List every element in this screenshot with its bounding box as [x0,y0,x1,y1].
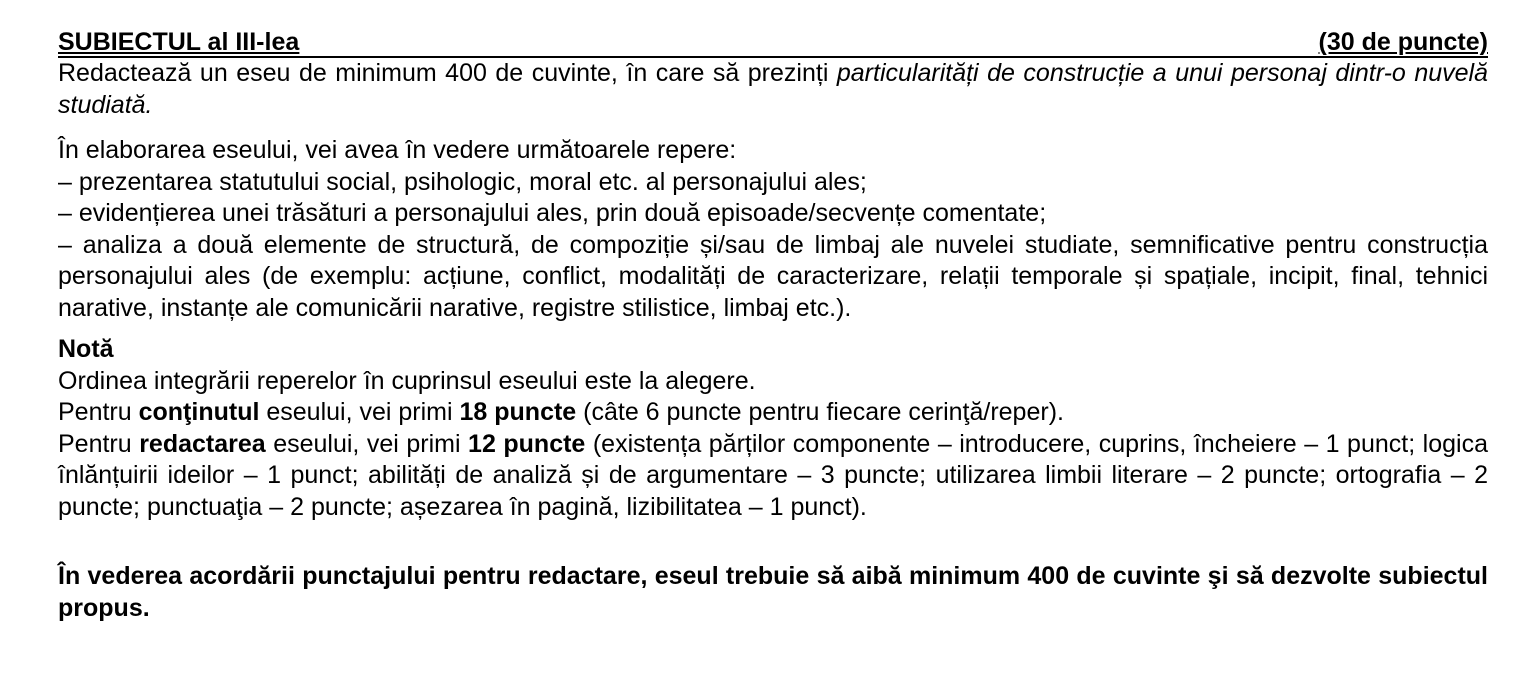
text-run: eseului, vei primi [259,398,460,426]
task-intro: Redactează un eseu de minimum 400 de cuvinte, în care să prezinți [58,59,837,87]
task-statement [58,58,1488,121]
nota-block [58,334,1488,523]
text-run: (existența părților componente – introducere, cuprins, încheiere – 1 punct; logica înlănțuirii ideilor – 1 punct; abilități de analiză și de argumentare – 3 puncte; utilizarea limbii literare – 2 puncte; ortografia – 2 puncte; punctuaţia – 2 puncte; așezarea în pagină, lizibilitatea – 1 punct). [58,429,1488,521]
text-run: Pentru [58,398,139,426]
nota-line-order: Ordinea integrării reperelor în cuprinsul eseului este la alegere. [58,366,756,395]
repere-item: – prezentarea statutului social, psihologic, moral etc. al personajului ales; [58,167,867,196]
section-header [58,28,1488,58]
repere-block [58,135,1488,324]
text-run: (câte 6 puncte pentru fiecare cerinţă/reper). [576,398,1064,426]
nota-line-content [58,397,1488,429]
text-run: eseului, vei primi [265,429,469,458]
final-note: În vederea acordării punctajului pentru redactare, eseul trebuie să aibă minimum 400 de cuvinte şi să dezvolte subiectul propus. [58,562,1488,622]
section-title: SUBIECTUL al III-lea [58,28,300,56]
text-run: Pentru [58,429,140,458]
bold-run: conţinutul [138,398,260,426]
repere-intro: În elaborarea eseului, vei avea în vedere următoarele repere: [58,136,737,164]
bold-run: 12 puncte [468,429,586,458]
section-points: (30 de puncte) [1318,28,1488,56]
exam-page [58,28,1488,624]
nota-title: Notă [58,335,114,363]
repere-item: – analiza a două elemente de structură, de compoziție și/sau de limbaj ale nuvelei studiate, semnificative pentru construcția personajului ales (de exemplu: acțiune, conflict, modalități de caracterizare, relații temporale și spațiale, incipit, final, tehnici narative, instanțe ale comunicării narative, registre stilistice, limbaj etc.). [58,230,1488,322]
bold-run: redactarea [139,429,266,458]
repere-item: – evidențierea unei trăsături a personajului ales, prin două episoade/secvențe comentate; [58,199,1047,227]
task-emphasis: particularități de construcție a unui personaj dintr-o nuvelă studiată. [58,59,1488,119]
nota-line-redactare [58,429,1488,524]
bold-run: 18 puncte [459,398,577,426]
